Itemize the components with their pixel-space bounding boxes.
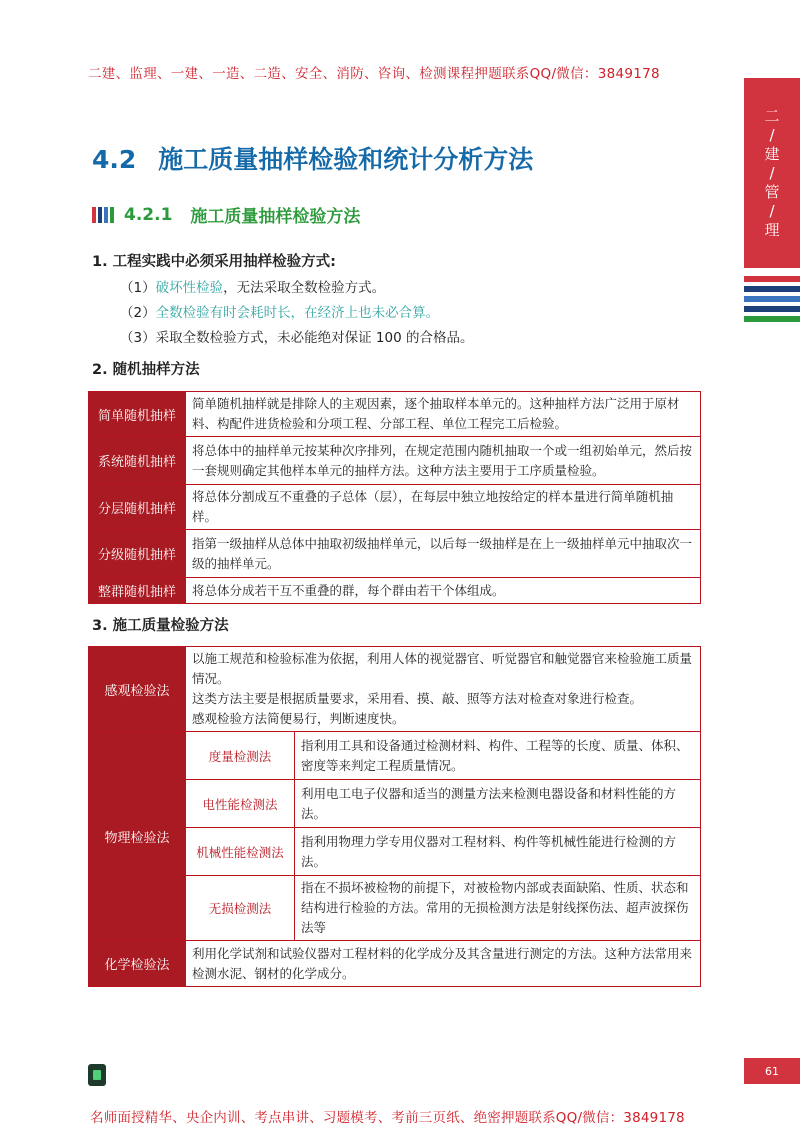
sampling-methods-table [88, 391, 701, 604]
submethod-label: 度量检测法 [186, 732, 295, 780]
method-desc: 指第一级抽样从总体中抽取初级抽样单元，以后每一级抽样是在上一级抽样单元中抽取次一级的抽样单元。 [186, 530, 701, 578]
method-label: 整群随机抽样 [89, 578, 186, 604]
method-desc: 将总体分割成互不重叠的子总体（层），在每层中独立地按给定的样本量进行简单随机抽样。 [186, 485, 701, 530]
method-desc: 将总体分成若干互不重叠的群，每个群由若干个体组成。 [186, 578, 701, 604]
side-tab-char: 建 [764, 144, 780, 163]
submethod-label: 电性能检测法 [186, 780, 295, 828]
method-label: 物理检验法 [89, 732, 186, 941]
table-row [89, 578, 701, 604]
method-label: 分层随机抽样 [89, 485, 186, 530]
desc-line: 以施工规范和检验标准为依据，利用人体的视觉器官、听觉器官和触觉器官来检验施工质量情况。 [192, 651, 693, 686]
desc-line: 感观检验方法简便易行，判断速度快。 [192, 711, 405, 726]
side-tab-char: / [769, 125, 775, 144]
side-tab-char: 管 [764, 182, 780, 201]
section2-heading: 2. 随机抽样方法 [92, 362, 200, 378]
page-number: 61 [744, 1058, 800, 1084]
desc-line: 这类方法主要是根据质量要求，采用看、摸、敲、照等方法对检查对象进行检查。 [192, 691, 643, 706]
table-row [89, 392, 701, 437]
inspection-methods-table [88, 646, 701, 987]
list-item: （1）破坏性检验，无法采取全数检验方式。 [120, 280, 386, 296]
book-logo-icon [88, 1064, 106, 1086]
section-number: 4.2 [92, 145, 137, 174]
table-row [89, 647, 701, 732]
side-tab-char: / [769, 201, 775, 220]
table-row [89, 530, 701, 578]
method-label: 化学检验法 [89, 941, 186, 987]
submethod-label: 无损检测法 [186, 876, 295, 941]
chapter-side-tab [744, 78, 800, 268]
section-title-text: 施工质量抽样检验和统计分析方法 [158, 145, 534, 174]
subsection-title [92, 202, 360, 227]
stripe [744, 296, 800, 302]
method-label: 简单随机抽样 [89, 392, 186, 437]
bars-icon [92, 207, 116, 223]
stripe [744, 316, 800, 322]
decorative-stripes [744, 276, 800, 326]
section3-heading: 3. 施工质量检验方法 [92, 618, 229, 634]
section1-heading: 1. 工程实践中必须采用抽样检验方式: [92, 254, 336, 270]
table-row [89, 485, 701, 530]
method-label: 分级随机抽样 [89, 530, 186, 578]
method-desc: 将总体中的抽样单元按某种次序排列，在规定范围内随机抽取一个或一组初始单元，然后按一套规则确定其他样本单元的抽样方法。这种方法主要用于工序质量检验。 [186, 437, 701, 485]
submethod-desc: 指利用物理力学专用仪器对工程材料、构件等机械性能进行检测的方法。 [295, 828, 701, 876]
stripe [744, 286, 800, 292]
method-label: 感观检验法 [89, 647, 186, 732]
list-item: （3）采取全数检验方式，未必能绝对保证 100 的合格品。 [120, 330, 474, 346]
method-desc: 简单随机抽样就是排除人的主观因素，逐个抽取样本单元的。这种抽样方法广泛用于原材料、构配件进货检验和分项工程、分部工程、单位工程完工后检验。 [186, 392, 701, 437]
stripe [744, 306, 800, 312]
submethod-label: 机械性能检测法 [186, 828, 295, 876]
submethod-desc: 指利用工具和设备通过检测材料、构件、工程等的长度、质量、体积、密度等来判定工程质量情况。 [295, 732, 701, 780]
method-desc: 利用化学试剂和试验仪器对工程材料的化学成分及其含量进行测定的方法。这种方法常用来检测水泥、钢材的化学成分。 [186, 941, 701, 987]
top-banner: 二建、监理、一建、一造、二造、安全、消防、咨询、检测课程押题联系QQ/微信：3849178 [88, 66, 660, 82]
table-row [89, 941, 701, 987]
method-label: 系统随机抽样 [89, 437, 186, 485]
section-title [92, 140, 533, 176]
table-row [89, 437, 701, 485]
side-tab-char: 二 [764, 106, 780, 125]
side-tab-char: 理 [764, 220, 780, 239]
method-desc [186, 647, 701, 732]
section1-list [120, 276, 473, 351]
bottom-banner: 名师面授精华、央企内训、考点串讲、习题模考、考前三页纸、绝密押题联系QQ/微信：3849178 [90, 1110, 685, 1126]
submethod-desc: 利用电工电子仪器和适当的测量方法来检测电器设备和材料性能的方法。 [295, 780, 701, 828]
submethod-desc: 指在不损坏被检物的前提下，对被检物内部或表面缺陷、性质、状态和结构进行检验的方法。常用的无损检测方法是射线探伤法、超声波探伤法等 [295, 876, 701, 941]
subsection-title-text: 施工质量抽样检验方法 [190, 207, 361, 227]
stripe [744, 276, 800, 282]
subsection-number: 4.2.1 [124, 204, 173, 225]
side-tab-char: / [769, 163, 775, 182]
table-row [89, 732, 701, 780]
list-item: （2）全数检验有时会耗时长，在经济上也未必合算。 [120, 305, 440, 321]
